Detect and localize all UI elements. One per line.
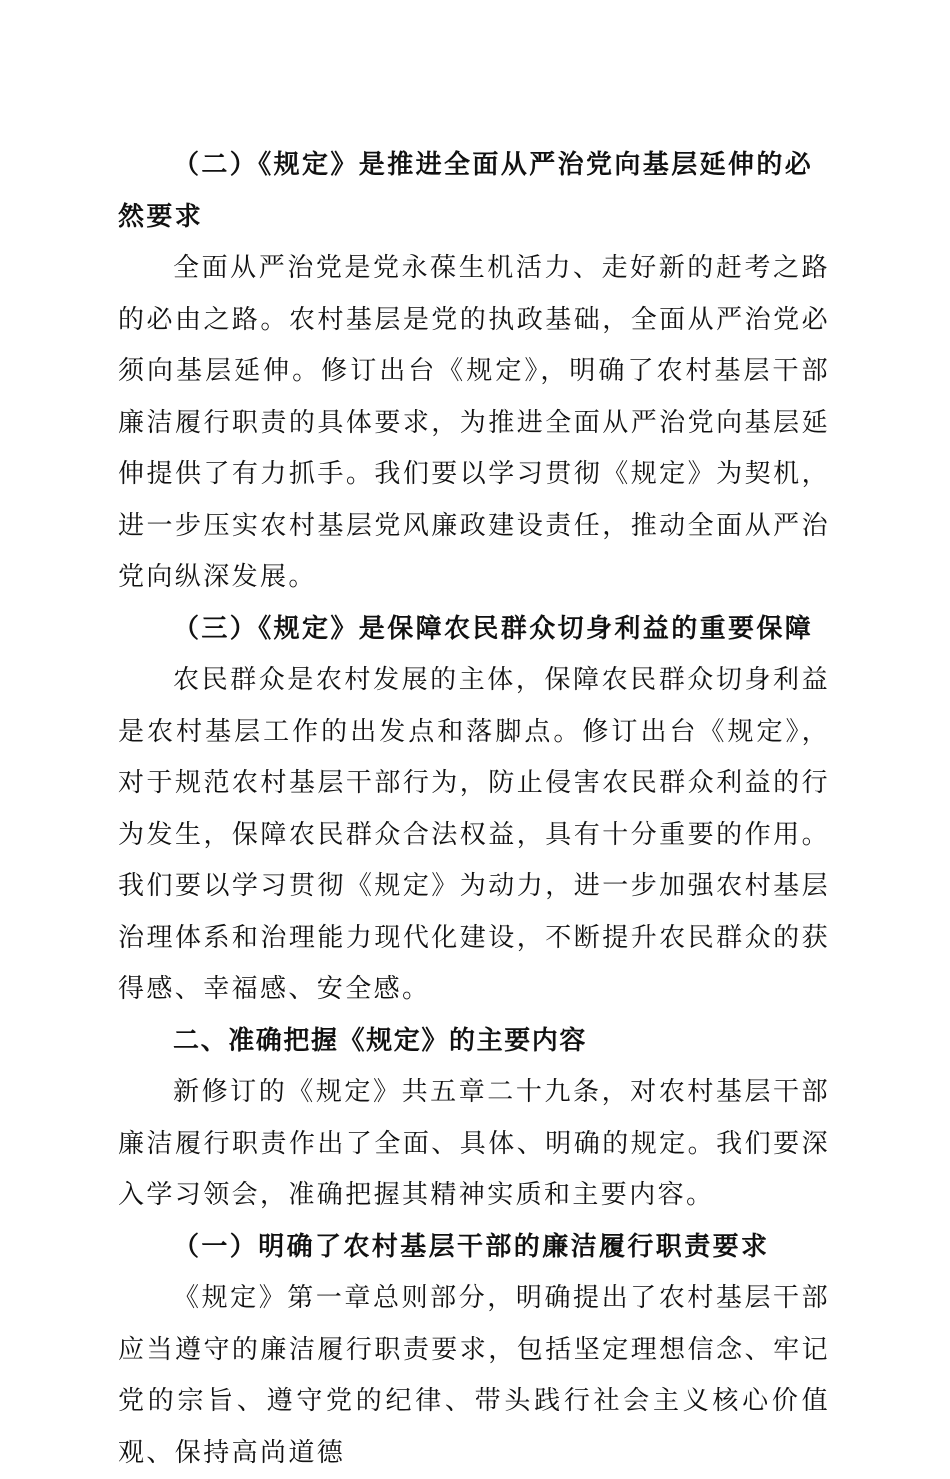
section-subheading-1: （一）明确了农村基层干部的廉洁履行职责要求 xyxy=(173,1231,770,1262)
body-paragraph: 《规定》第一章总则部分，明确提出了农村基层干部应当遵守的廉洁履行职责要求，包括坚定理想信念、牢记党的宗旨、遵守党的纪律、带头践行社会主义核心价值观、保持高尚道德 xyxy=(118,1283,830,1468)
section-subheading-2: （二）《规定》是推进全面从严治党向基层延伸的必然要求 xyxy=(118,150,814,232)
body-paragraph: 新修订的《规定》共五章二十九条，对农村基层干部廉洁履行职责作出了全面、具体、明确的规定。我们要深入学习领会，准确把握其精神实质和主要内容。 xyxy=(118,1077,830,1210)
body-paragraph: 全面从严治党是党永葆生机活力、走好新的赶考之路的必由之路。农村基层是党的执政基础，全面从严治党必须向基层延伸。修订出台《规定》，明确了农村基层干部廉洁履行职责的具体要求，为推进全面从严治党向基层延伸提供了有力抓手。我们要以学习贯彻《规定》为契机，进一步压实农村基层党风廉政建设责任，推动全面从严治党向纵深发展。 xyxy=(118,253,830,592)
section-subheading-3: （三）《规定》是保障农民群众切身利益的重要保障 xyxy=(173,613,814,644)
document-body xyxy=(118,140,830,1479)
body-paragraph: 农民群众是农村发展的主体，保障农民群众切身利益是农村基层工作的出发点和落脚点。修订出台《规定》，对于规范农村基层干部行为，防止侵害农民群众利益的行为发生，保障农民群众合法权益，具有十分重要的作用。我们要以学习贯彻《规定》为动力，进一步加强农村基层治理体系和治理能力现代化建设，不断提升农民群众的获得感、幸福感、安全感。 xyxy=(118,665,830,1004)
section-heading-2: 二、准确把握《规定》的主要内容 xyxy=(173,1025,588,1056)
